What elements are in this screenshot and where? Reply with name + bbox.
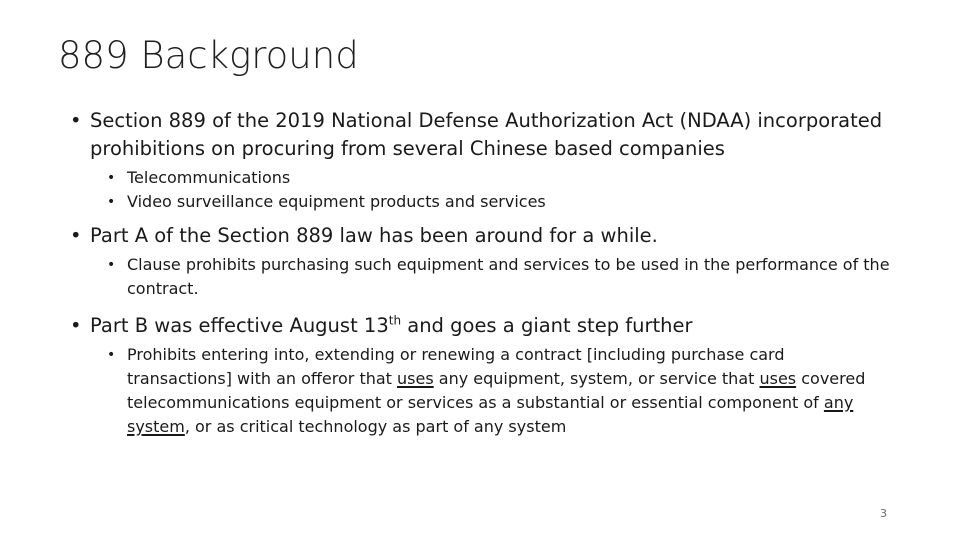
sub-bullet-text: Video surveillance equipment products and services (127, 192, 546, 211)
sub-bullet-dot-icon: • (107, 347, 116, 363)
bullet-point-1 (70, 107, 890, 163)
sub-bullet-text: Clause prohibits purchasing such equipment and services to be used in the performance of the contract. (127, 255, 890, 298)
sub-bullet-text-part3: covered telecommunications equipment or services as a substantial or essential component of (127, 369, 866, 412)
slide-title: 889 Background (58, 34, 359, 77)
sub-bullet-text-part2: any equipment, system, or service that (433, 369, 760, 388)
page-number: 3 (880, 507, 887, 520)
sub-bullet-clause-prohibits (107, 253, 890, 301)
sub-bullet-text-part1: Prohibits entering into, extending or renewing a contract [including purchase card transactions] with an offeror that (127, 345, 785, 388)
sub-bullet-prohibits-entering (107, 343, 890, 439)
slide-body (70, 107, 890, 439)
bullet-point-text: Part A of the Section 889 law has been around for a while. (90, 224, 658, 247)
bullet-dot-icon: • (70, 224, 82, 247)
sub-bullet-dot-icon: • (107, 170, 116, 186)
bullet-dot-icon: • (70, 314, 82, 337)
bullet-point-2 (70, 222, 890, 250)
sub-bullet-dot-icon: • (107, 194, 116, 210)
bullet-point-text-before: Part B was effective August 13 (90, 314, 389, 337)
emphasis-uses: uses (759, 369, 797, 388)
bullet-point-3 (70, 312, 890, 340)
sub-bullet-text: Telecommunications (127, 168, 291, 187)
sub-bullet-text-part4: , or as critical technology as part of any system (184, 417, 567, 436)
sub-bullet-video-surveillance (107, 190, 890, 214)
bullet-point-text-after: and goes a giant step further (401, 314, 693, 337)
sub-bullet-telecommunications (107, 166, 890, 190)
emphasis-any-system: any system (127, 393, 854, 436)
sub-bullet-dot-icon: • (107, 257, 116, 273)
emphasis-uses: uses (397, 369, 434, 388)
ordinal-superscript: th (388, 313, 402, 328)
bullet-point-text: Section 889 of the 2019 National Defense Authorization Act (NDAA) incorporated prohibitions on procuring from several Chinese based companies (90, 109, 883, 160)
bullet-dot-icon: • (70, 109, 82, 132)
